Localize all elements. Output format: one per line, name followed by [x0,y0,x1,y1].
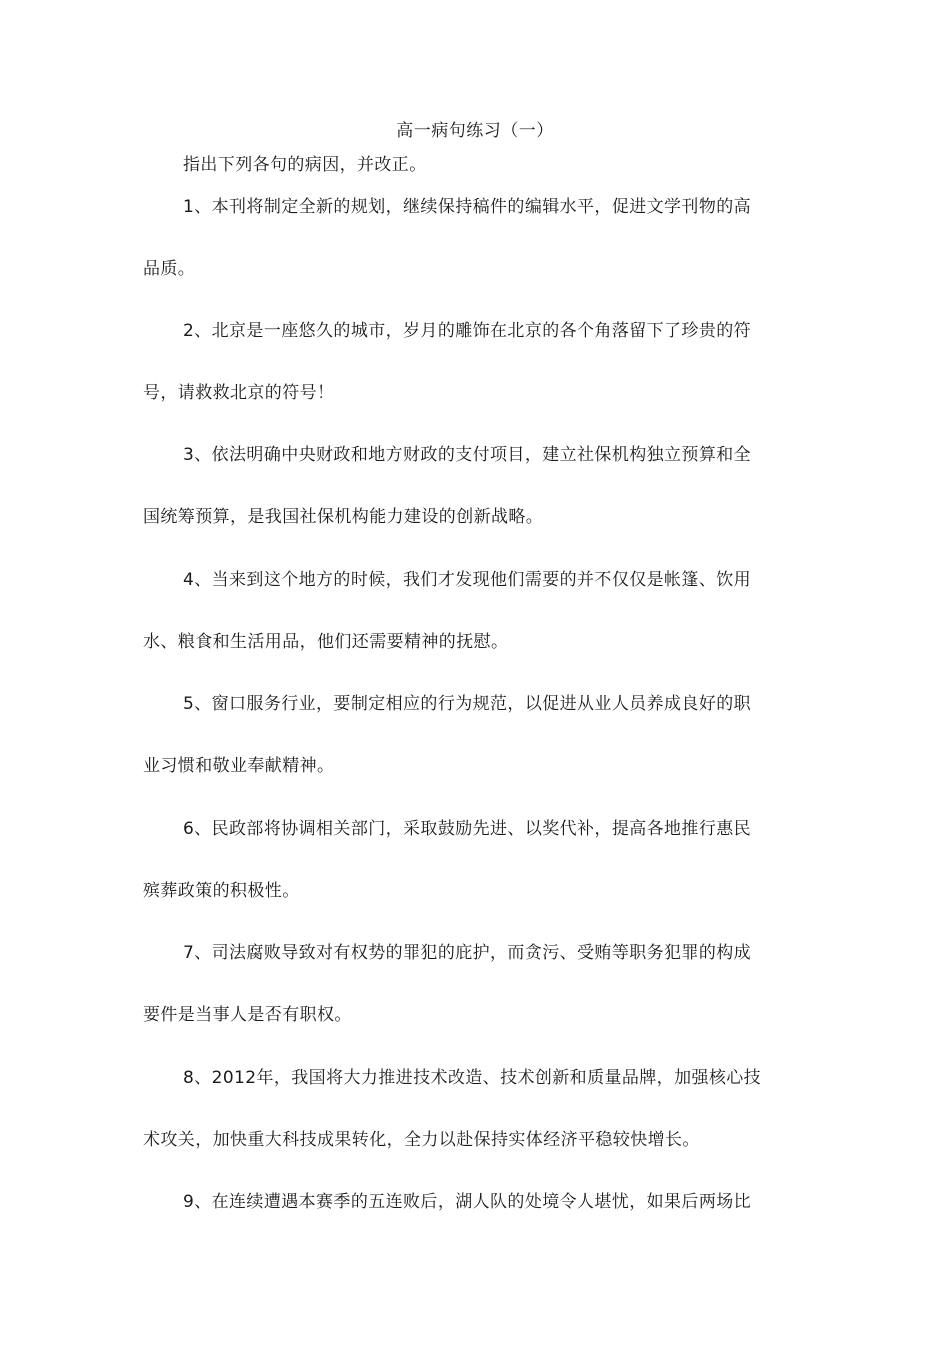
item-3-line-1: 3、依法明确中央财政和地方财政的支付项目，建立社保机构独立预算和全 [183,445,752,465]
item-6-line-1: 6、民政部将协调相关部门，采取鼓励先进、以奖代补，提高各地推行惠民 [183,819,752,839]
instruction-text: 指出下列各句的病因，并改正。 [183,155,427,175]
item-4-line-2: 水、粮食和生活用品，他们还需要精神的抚慰。 [143,632,509,652]
item-2-line-1: 2、北京是一座悠久的城市，岁月的雕饰在北京的各个角落留下了珍贵的符 [183,321,752,341]
item-6-line-2: 殡葬政策的积极性。 [143,881,300,901]
document-title: 高一病句练习（一） [396,121,554,141]
item-8-line-2: 术攻关，加快重大科技成果转化，全力以赴保持实体经济平稳较快增长。 [143,1130,700,1150]
item-1-line-1: 1、本刊将制定全新的规划，继续保持稿件的编辑水平，促进文学刊物的高 [183,197,752,217]
item-5-line-2: 业习惯和敬业奉献精神。 [143,756,335,776]
item-7-line-2: 要件是当事人是否有职权。 [143,1005,352,1025]
item-5-line-1: 5、窗口服务行业，要制定相应的行为规范，以促进从业人员养成良好的职 [183,694,752,714]
item-7-line-1: 7、司法腐败导致对有权势的罪犯的庇护，而贪污、受贿等职务犯罪的构成 [183,943,752,963]
item-1-line-2: 品质。 [143,259,196,279]
item-9-line-1: 9、在连续遭遇本赛季的五连败后，湖人队的处境令人堪忧，如果后两场比 [183,1192,752,1212]
item-4-line-1: 4、当来到这个地方的时候，我们才发现他们需要的并不仅仅是帐篷、饮用 [183,570,752,590]
item-2-line-2: 号，请救救北京的符号！ [143,383,335,403]
item-3-line-2: 国统筹预算，是我国社保机构能力建设的创新战略。 [143,507,544,527]
item-8-line-1: 8、2012年，我国将大力推进技术改造、技术创新和质量品牌，加强核心技 [183,1068,762,1088]
